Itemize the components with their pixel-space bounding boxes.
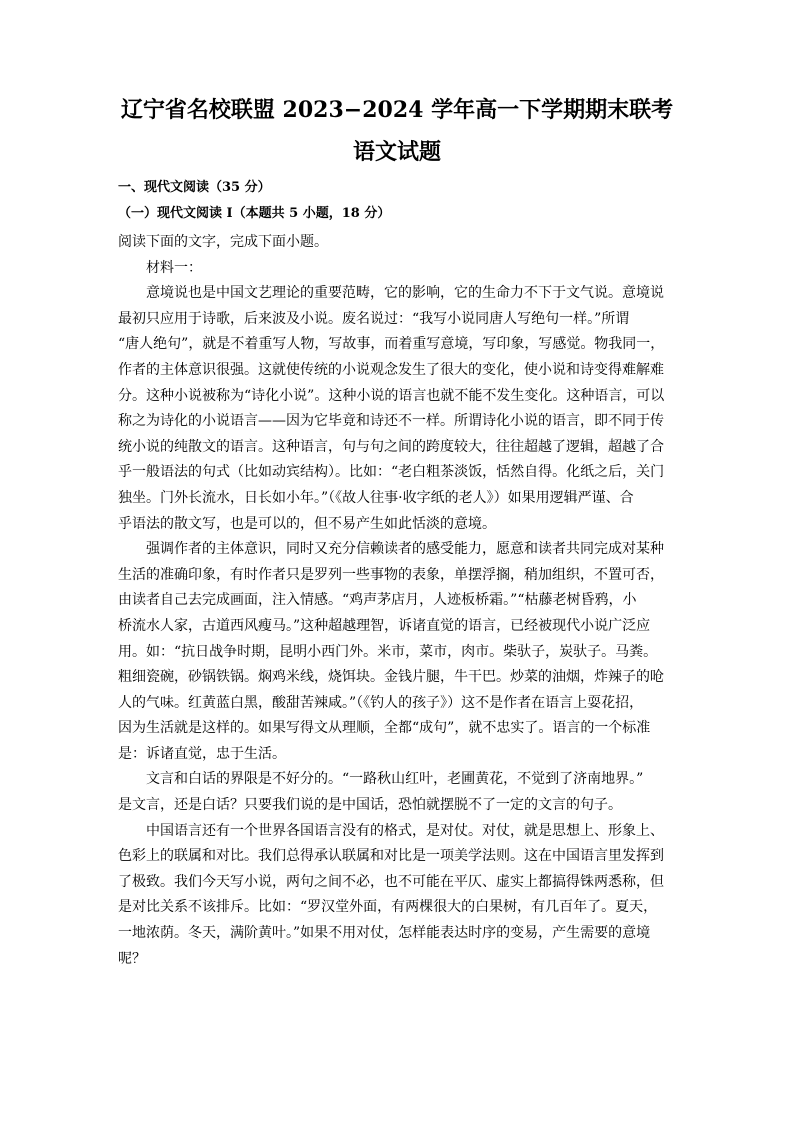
paragraph-line: 人的气味。红黄蓝白黑，酸甜苦辣咸。”（《钓人的孩子》）这不是作者在语言上耍花招， xyxy=(118,694,644,711)
paragraph-line: 中国语言还有一个世界各国语言没有的格式，是对仗。对仗，就是思想上、形象上、 xyxy=(146,822,664,839)
paragraph-line: 文言和白话的界限是不好分的。“一路秋山红叶，老圃黄花，不觉到了济南地界。” xyxy=(146,771,644,788)
paragraph-line: 乎语法的散文写，也是可以的，但不易产生如此恬淡的意境。 xyxy=(118,515,496,532)
paragraph-line: “唐人绝句”，就是不着重写人物，写故事，而着重写意境，写印象，写感觉。物我同一， xyxy=(118,336,665,353)
paragraph-line: 意境说也是中国文艺理论的重要范畴，它的影响，它的生命力不下于文气说。意境说 xyxy=(146,285,664,302)
material-label: 材料一： xyxy=(146,259,202,276)
document-page xyxy=(118,96,676,972)
paragraph xyxy=(118,281,676,537)
paragraph-line: 强调作者的主体意识，同时又充分信赖读者的感受能力，愿意和读者共同完成对某种 xyxy=(146,541,664,558)
paragraph-line: 统小说的纯散文的语言。这种语言，句与句之间的跨度较大，往往超越了逻辑，超越了合 xyxy=(118,438,664,455)
paragraph-line: 是：诉诸直觉，忠于生活。 xyxy=(118,745,286,762)
paragraph-line: 生活的准确印象，有时作者只是罗列一些事物的表象，单摆浮搁，稍加组织，不置可否， xyxy=(118,566,664,583)
paragraph xyxy=(118,767,676,818)
section-heading: 一、现代文阅读（35 分） xyxy=(118,180,271,195)
paragraph-line: 最初只应用于诗歌，后来波及小说。废名说过：“我写小说同唐人写绝句一样。”所谓 xyxy=(118,310,630,327)
paragraph xyxy=(118,819,676,973)
sub-section-heading: （一）现代文阅读 I（本题共 5 小题，18 分） xyxy=(118,206,391,221)
paragraph-line: 是文言，还是白话？只要我们说的是中国话，恐怕就摆脱不了一定的文言的句子。 xyxy=(118,797,622,814)
paragraph-line: 色彩上的联属和对比。我们总得承认联属和对比是一项美学法则。这在中国语言里发挥到 xyxy=(118,848,664,865)
paragraph-line: 了极致。我们今天写小说，两句之间不必，也不可能在平仄、虚实上都搞得铢两悉称，但 xyxy=(118,873,664,890)
paragraph-line: 粗细瓷碗，砂锅铁锅。焖鸡米线，烧饵块。金钱片腿，牛干巴。炒菜的油烟，炸辣子的呛 xyxy=(118,669,664,686)
paragraph-line: 独坐。门外长流水，日长如小年。”（《故人往事·收字纸的老人》）如果用逻辑严谨、合 xyxy=(118,489,634,506)
paragraph-line: 呢？ xyxy=(118,950,146,967)
paragraph-line: 称之为诗化的小说语言——因为它毕竟和诗还不一样。所谓诗化小说的语言，即不同于传 xyxy=(118,413,664,430)
paragraph-line: 一地浓荫。冬天，满阶黄叶。”如果不用对仗，怎样能表达时序的变易，产生需要的意境 xyxy=(118,925,651,942)
paragraph-line: 是对比关系不该排斥。比如：“罗汉堂外面，有两棵很大的白果树，有几百年了。夏天， xyxy=(118,899,658,916)
paragraph-line: 分。这种小说被称为“诗化小说”。这种小说的语言也就不能不发生变化。这种语言，可以 xyxy=(118,387,665,404)
paragraph-line: 由读者自己去完成画面，注入情感。“鸡声茅店月，人迹板桥霜。”“枯藤老树昏鸦，小 xyxy=(118,592,637,609)
page-subtitle: 语文试题 xyxy=(352,139,441,165)
paragraph-line: 桥流水人家，古道西风瘦马。”这种超越理智，诉诸直觉的语言，已经被现代小说广泛应 xyxy=(118,617,651,634)
instruction-text: 阅读下面的文字，完成下面小题。 xyxy=(118,234,328,250)
paragraph xyxy=(118,537,676,767)
paragraph-line: 作者的主体意识很强。这就使传统的小说观念发生了很大的变化，使小说和诗变得难解难 xyxy=(118,361,664,378)
paragraph-line: 乎一般语法的句式（比如动宾结构）。比如：“老白粗茶淡饭，恬然自得。化纸之后，关门 xyxy=(118,464,665,481)
paragraph-line: 用。如：“抗日战争时期，昆明小西门外。米市，菜市，肉市。柴驮子，炭驮子。马粪。 xyxy=(118,643,658,660)
page-title: 辽宁省名校联盟 2023−2024 学年高一下学期期末联考 xyxy=(120,97,674,123)
paragraph-line: 因为生活就是这样的。如果写得文从理顺，全都“成句”，就不忠实了。语言的一个标准 xyxy=(118,720,651,737)
